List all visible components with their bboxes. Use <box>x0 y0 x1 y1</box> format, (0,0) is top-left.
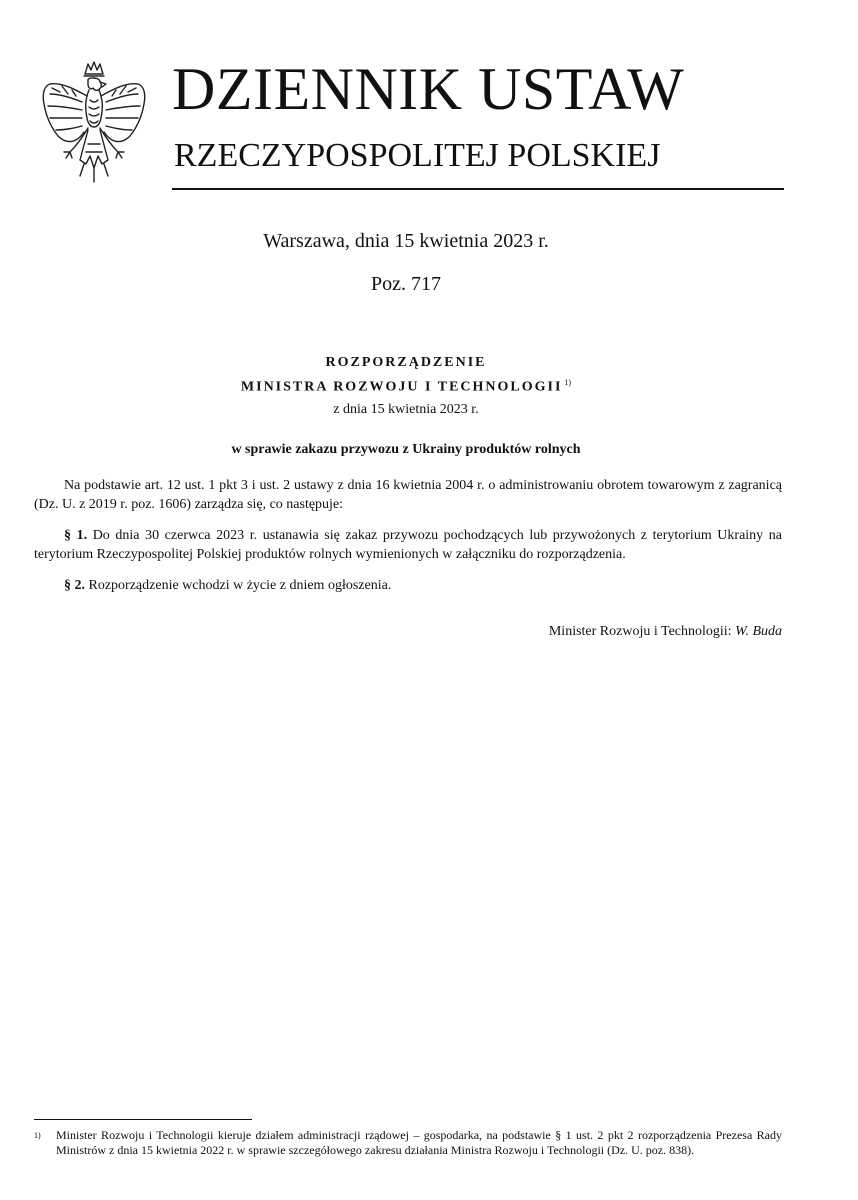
section-1-label: § 1. <box>64 528 88 543</box>
act-issuer <box>0 378 812 396</box>
footnote-text: Minister Rozwoju i Technologii kieruje działem administracji rządowej – gospodarka, na podstawie § 1 ust. 2 pkt 2 rozporządzenia Prezesa Rady Ministrów z dnia 15 kwietnia 2022 r. w sprawie szczegółowego zakresu działania Ministra Rozwoju i Technologii (Dz. U. poz. 838). <box>56 1128 782 1157</box>
act-issued-date: z dnia 15 kwietnia 2023 r. <box>333 402 479 417</box>
act-subject: w sprawie zakazu przywozu z Ukrainy produktów rolnych <box>231 442 581 457</box>
signature-role: Minister Rozwoju i Technologii: <box>548 624 736 639</box>
publication-date: Warszawa, dnia 15 kwietnia 2023 r. <box>263 230 549 252</box>
section-2-paragraph <box>34 576 782 595</box>
position-number: Poz. 717 <box>371 273 441 295</box>
journal-title: DZIENNIK USTAW <box>172 56 685 122</box>
section-1-text: Do dnia 30 czerwca 2023 r. ustanawia się zakaz przywozu pochodzących lub przywożonych z terytorium Ukrainy na terytorium Rzeczypospolitej Polskiej produktów rolnych wymienionych w załączniku do rozporządzenia. <box>34 528 782 562</box>
legal-basis-paragraph: Na podstawie art. 12 ust. 1 pkt 3 i ust. 2 ustawy z dnia 16 kwietnia 2004 r. o administrowaniu obrotem towarowym z zagranicą (Dz. U. z 2019 r. poz. 1606) zarządza się, co następuje: <box>34 478 782 512</box>
footnote-divider <box>34 1119 252 1120</box>
polish-eagle-emblem-icon <box>36 60 152 188</box>
footnote-ref[interactable]: 1) <box>564 378 572 387</box>
act-issuer-text: MINISTRA ROZWOJU I TECHNOLOGII <box>240 379 563 395</box>
act-type: ROZPORZĄDZENIE <box>325 355 487 370</box>
signature-name: W. Buda <box>735 624 782 639</box>
journal-subtitle: RZECZYPOSPOLITEJ POLSKIEJ <box>174 137 661 174</box>
section-2-text: Rozporządzenie wchodzi w życie z dniem ogłoszenia. <box>85 578 392 593</box>
header-divider <box>172 188 784 190</box>
signature-line <box>549 624 782 640</box>
section-1-paragraph <box>34 526 782 564</box>
footnote-marker: 1) <box>34 1131 41 1140</box>
section-2-label: § 2. <box>64 578 85 593</box>
footnote <box>34 1128 782 1158</box>
